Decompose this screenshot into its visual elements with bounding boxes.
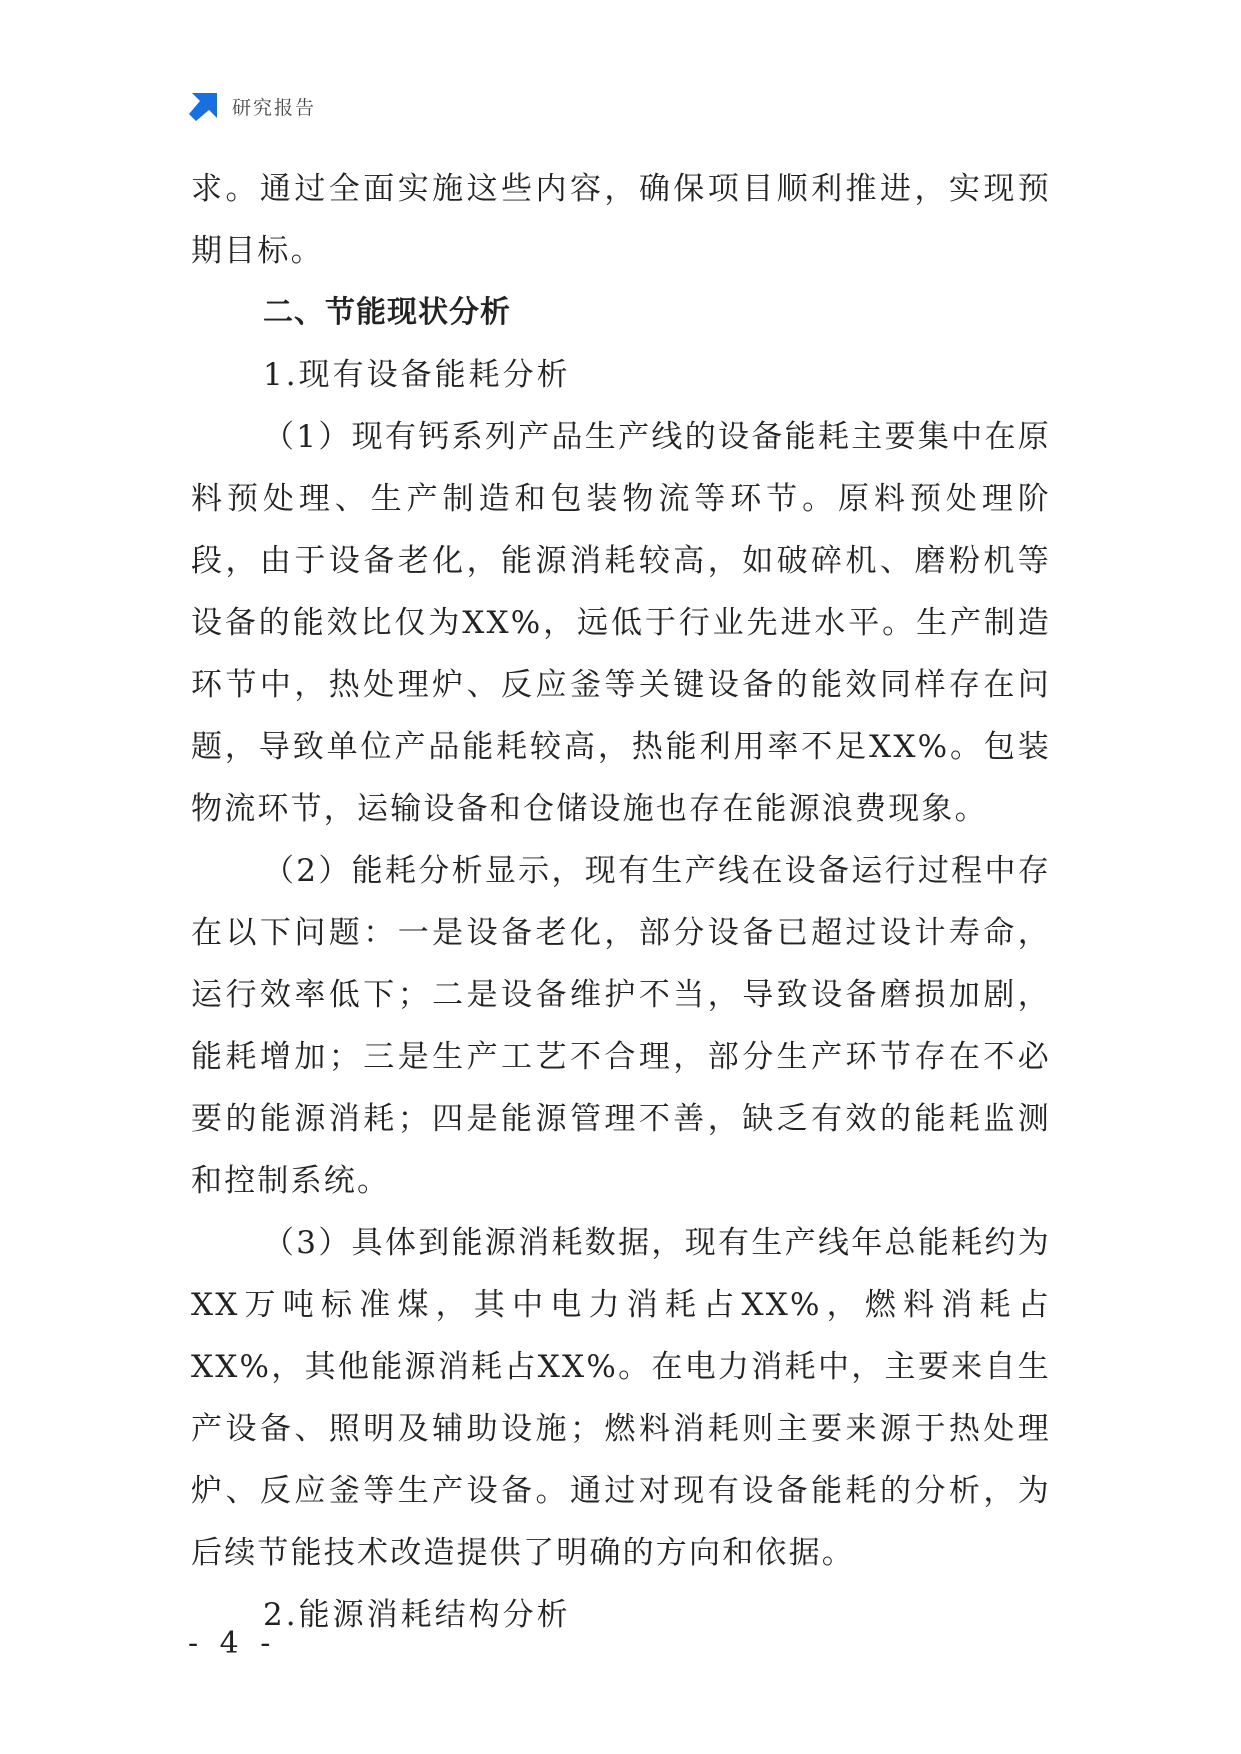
- paragraph-3: （3）具体到能源消耗数据，现有生产线年总能耗约为XX万吨标准煤，其中电力消耗占XX%，燃料消耗占XX%，其他能源消耗占XX%。在电力消耗中，主要来自生产设备、照明及辅助设施；燃料消耗则主要来源于热处理炉、反应釜等生产设备。通过对现有设备能耗的分析，为后续节能技术改造提供了明确的方向和依据。: [191, 1225, 1051, 1571]
- document-body: [191, 158, 1051, 1646]
- arrow-up-right-icon: [188, 90, 220, 122]
- paragraph-1: （1）现有钙系列产品生产线的设备能耗主要集中在原料预处理、生产制造和包装物流等环节。原料预处理阶段，由于设备老化，能源消耗较高，如破碎机、磨粉机等设备的能效比仅为XX%，远低于行业先进水平。生产制造环节中，热处理炉、反应釜等关键设备的能效同样存在问题，导致单位产品能耗较高，热能利用率不足XX%。包装物流环节，运输设备和仓储设施也存在能源浪费现象。: [191, 419, 1051, 827]
- section-title: 二、节能现状分析: [263, 295, 511, 330]
- subsection-title-1: 1.现有设备能耗分析: [263, 357, 571, 393]
- page-number: - 4 -: [188, 1626, 277, 1661]
- paragraph-2: （2）能耗分析显示，现有生产线在设备运行过程中存在以下问题：一是设备老化，部分设备已超过设计寿命，运行效率低下；二是设备维护不当，导致设备磨损加剧，能耗增加；三是生产工艺不合理，部分生产环节存在不必要的能源消耗；四是能源管理不善，缺乏有效的能耗监测和控制系统。: [191, 853, 1051, 1199]
- subsection-title-2: 2.能源消耗结构分析: [263, 1597, 571, 1633]
- intro-continuation: 求。通过全面实施这些内容，确保项目顺利推进，实现预期目标。: [191, 171, 1051, 269]
- header-title: 研究报告: [232, 96, 317, 119]
- page-header: [188, 88, 316, 124]
